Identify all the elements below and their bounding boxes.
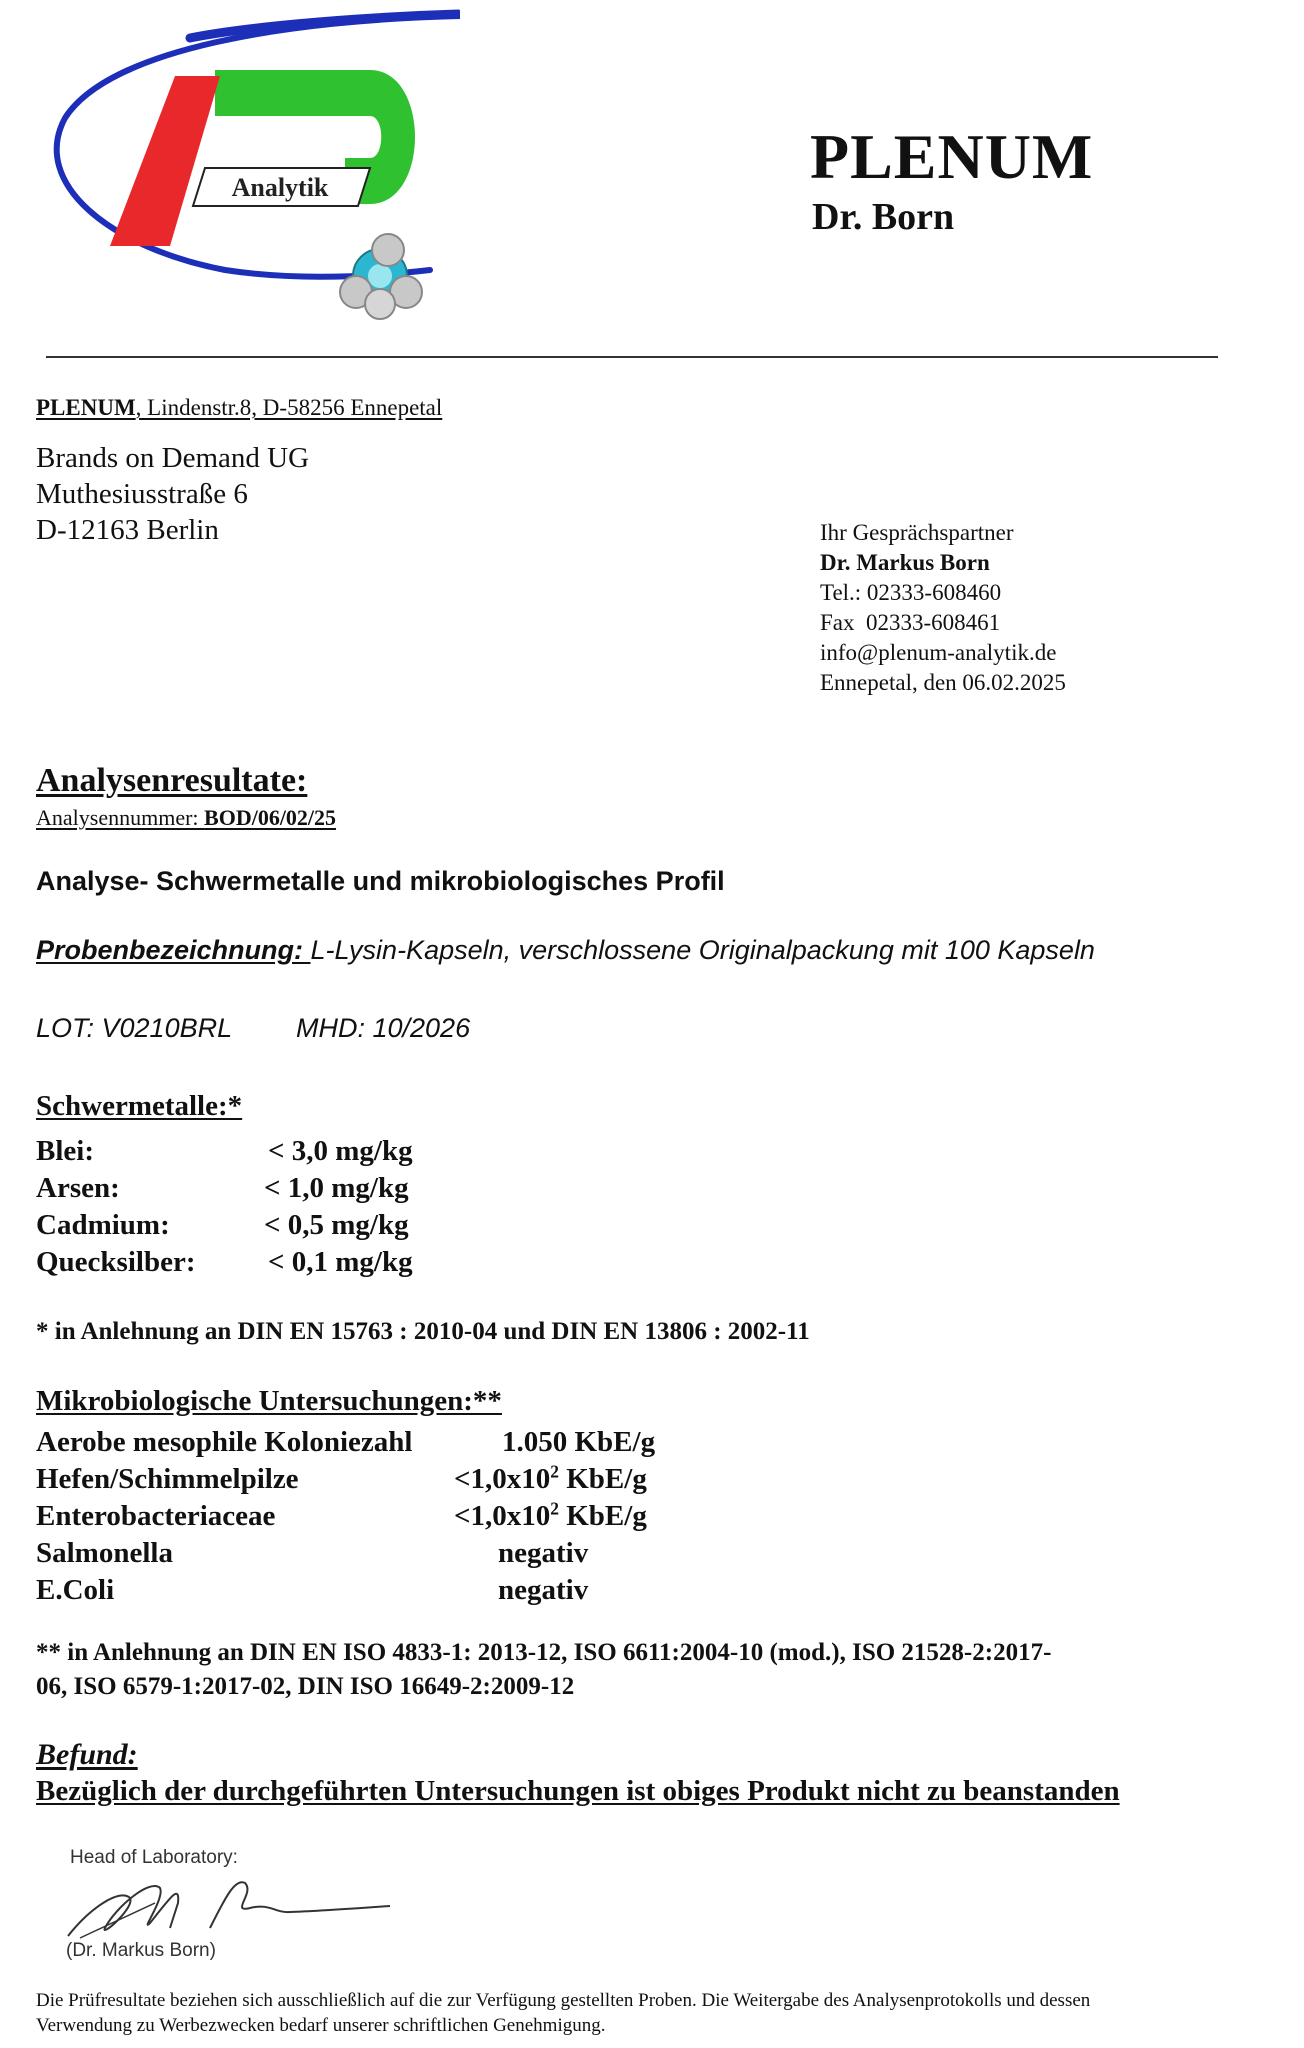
recipient-line-2: Muthesiusstraße 6 <box>36 478 248 510</box>
brand-name: PLENUM <box>810 121 1094 192</box>
metals-row <box>36 1244 413 1281</box>
metal-value: < 1,0 mg/kg <box>264 1172 409 1204</box>
contact-name: Dr. Markus Born <box>820 550 990 575</box>
micro-footnote <box>36 1636 1051 1704</box>
analysis-number-value: BOD/06/02/25 <box>204 805 337 830</box>
recipient-address <box>36 440 309 548</box>
handwritten-signature <box>60 1868 400 1948</box>
micro-value-base: <1,0x10 <box>454 1500 551 1532</box>
logo-analytik-text: Analytik <box>231 173 329 202</box>
metal-value: < 0,5 mg/kg <box>264 1209 409 1241</box>
micro-value <box>454 1463 647 1495</box>
micro-name: Hefen/Schimmelpilze <box>36 1463 299 1495</box>
micro-table <box>36 1424 655 1609</box>
micro-name: E.Coli <box>36 1574 115 1606</box>
contact-date: Ennepetal, den 06.02.2025 <box>820 670 1066 695</box>
micro-row <box>36 1535 655 1572</box>
metals-row <box>36 1133 413 1170</box>
micro-row <box>36 1461 655 1498</box>
sender-name: PLENUM <box>36 395 136 420</box>
micro-value-unit: KbE/g <box>558 1463 647 1495</box>
finding-text: Bezüglich der durchgeführten Untersuchungen ist obiges Produkt nicht zu beanstanden <box>36 1775 1120 1807</box>
header-divider <box>46 356 1218 358</box>
metals-row <box>36 1170 413 1207</box>
contact-block <box>820 518 1066 698</box>
micro-value-base: <1,0x10 <box>454 1463 551 1495</box>
metal-name: Quecksilber: <box>36 1246 196 1278</box>
micro-row <box>36 1498 655 1535</box>
best-before: MHD: 10/2026 <box>296 1013 471 1043</box>
metal-name: Blei: <box>36 1135 94 1167</box>
micro-name: Enterobacteriaceae <box>36 1500 276 1532</box>
micro-value-unit: KbE/g <box>558 1500 647 1532</box>
finding-heading: Befund: <box>36 1738 138 1771</box>
micro-heading: Mikrobiologische Untersuchungen:** <box>36 1385 502 1417</box>
micro-value <box>454 1500 647 1532</box>
brand-subtitle: Dr. Born <box>812 196 955 238</box>
contact-tel: Tel.: 02333-608460 <box>820 580 1002 605</box>
sample-value: L-Lysin-Kapseln, verschlossene Originalpackung mit 100 Kapseln <box>310 935 1095 965</box>
contact-email: info@plenum-analytik.de <box>820 640 1057 665</box>
analysis-title: Analyse- Schwermetalle und mikrobiologisches Profil <box>36 866 725 896</box>
disclaimer-line-1: Die Prüfresultate beziehen sich ausschließlich auf die zur Verfügung gestellten Proben. Die Weitergabe des Analysenprotokolls und dessen <box>36 1990 1091 2011</box>
metals-footnote: * in Anlehnung an DIN EN 15763 : 2010-04 und DIN EN 13806 : 2002-11 <box>36 1318 810 1345</box>
metals-table <box>36 1133 413 1281</box>
sender-address: , Lindenstr.8, D-58256 Ennepetal <box>135 395 443 420</box>
micro-row <box>36 1424 655 1461</box>
disclaimer-line-2: Verwendung zu Werbezwecken bedarf unserer schriftlichen Genehmigung. <box>36 2015 606 2036</box>
metal-name: Cadmium: <box>36 1209 170 1241</box>
disclaimer <box>36 1988 1090 2038</box>
metal-name: Arsen: <box>36 1172 120 1204</box>
sample-label: Probenbezeichnung: <box>36 935 311 965</box>
recipient-line-1: Brands on Demand UG <box>36 442 310 474</box>
micro-name: Salmonella <box>36 1537 173 1569</box>
contact-fax: Fax 02333-608461 <box>820 610 1001 635</box>
plenum-analytik-logo <box>40 8 460 328</box>
signature-name: (Dr. Markus Born) <box>66 1940 216 1961</box>
micro-name: Aerobe mesophile Koloniezahl <box>36 1426 413 1458</box>
metals-row <box>36 1207 413 1244</box>
analysis-number-label: Analysennummer: <box>36 805 205 830</box>
signature-label: Head of Laboratory: <box>70 1847 238 1868</box>
analysis-heading: Analysenresultate: <box>36 762 308 799</box>
micro-value: 1.050 KbE/g <box>502 1426 656 1458</box>
sender-line <box>36 395 442 421</box>
metal-value: < 0,1 mg/kg <box>268 1246 413 1278</box>
metal-value: < 3,0 mg/kg <box>268 1135 413 1167</box>
metals-heading: Schwermetalle:* <box>36 1090 243 1122</box>
sample-line <box>36 935 1095 966</box>
micro-value: negativ <box>498 1574 589 1606</box>
analysis-number <box>36 805 336 831</box>
micro-value-exponent: 2 <box>550 1498 559 1519</box>
lot-number: LOT: V0210BRL <box>36 1013 233 1043</box>
micro-value-exponent: 2 <box>550 1461 559 1482</box>
recipient-line-3: D-12163 Berlin <box>36 514 219 546</box>
micro-footnote-line-1: ** in Anlehnung an DIN EN ISO 4833-1: 2013-12, ISO 6611:2004-10 (mod.), ISO 21528-2:2017- <box>36 1639 1052 1666</box>
contact-label: Ihr Gesprächspartner <box>820 520 1014 545</box>
micro-value: negativ <box>498 1537 589 1569</box>
micro-row <box>36 1572 655 1609</box>
micro-footnote-line-2: 06, ISO 6579-1:2017-02, DIN ISO 16649-2:2009-12 <box>36 1673 575 1700</box>
